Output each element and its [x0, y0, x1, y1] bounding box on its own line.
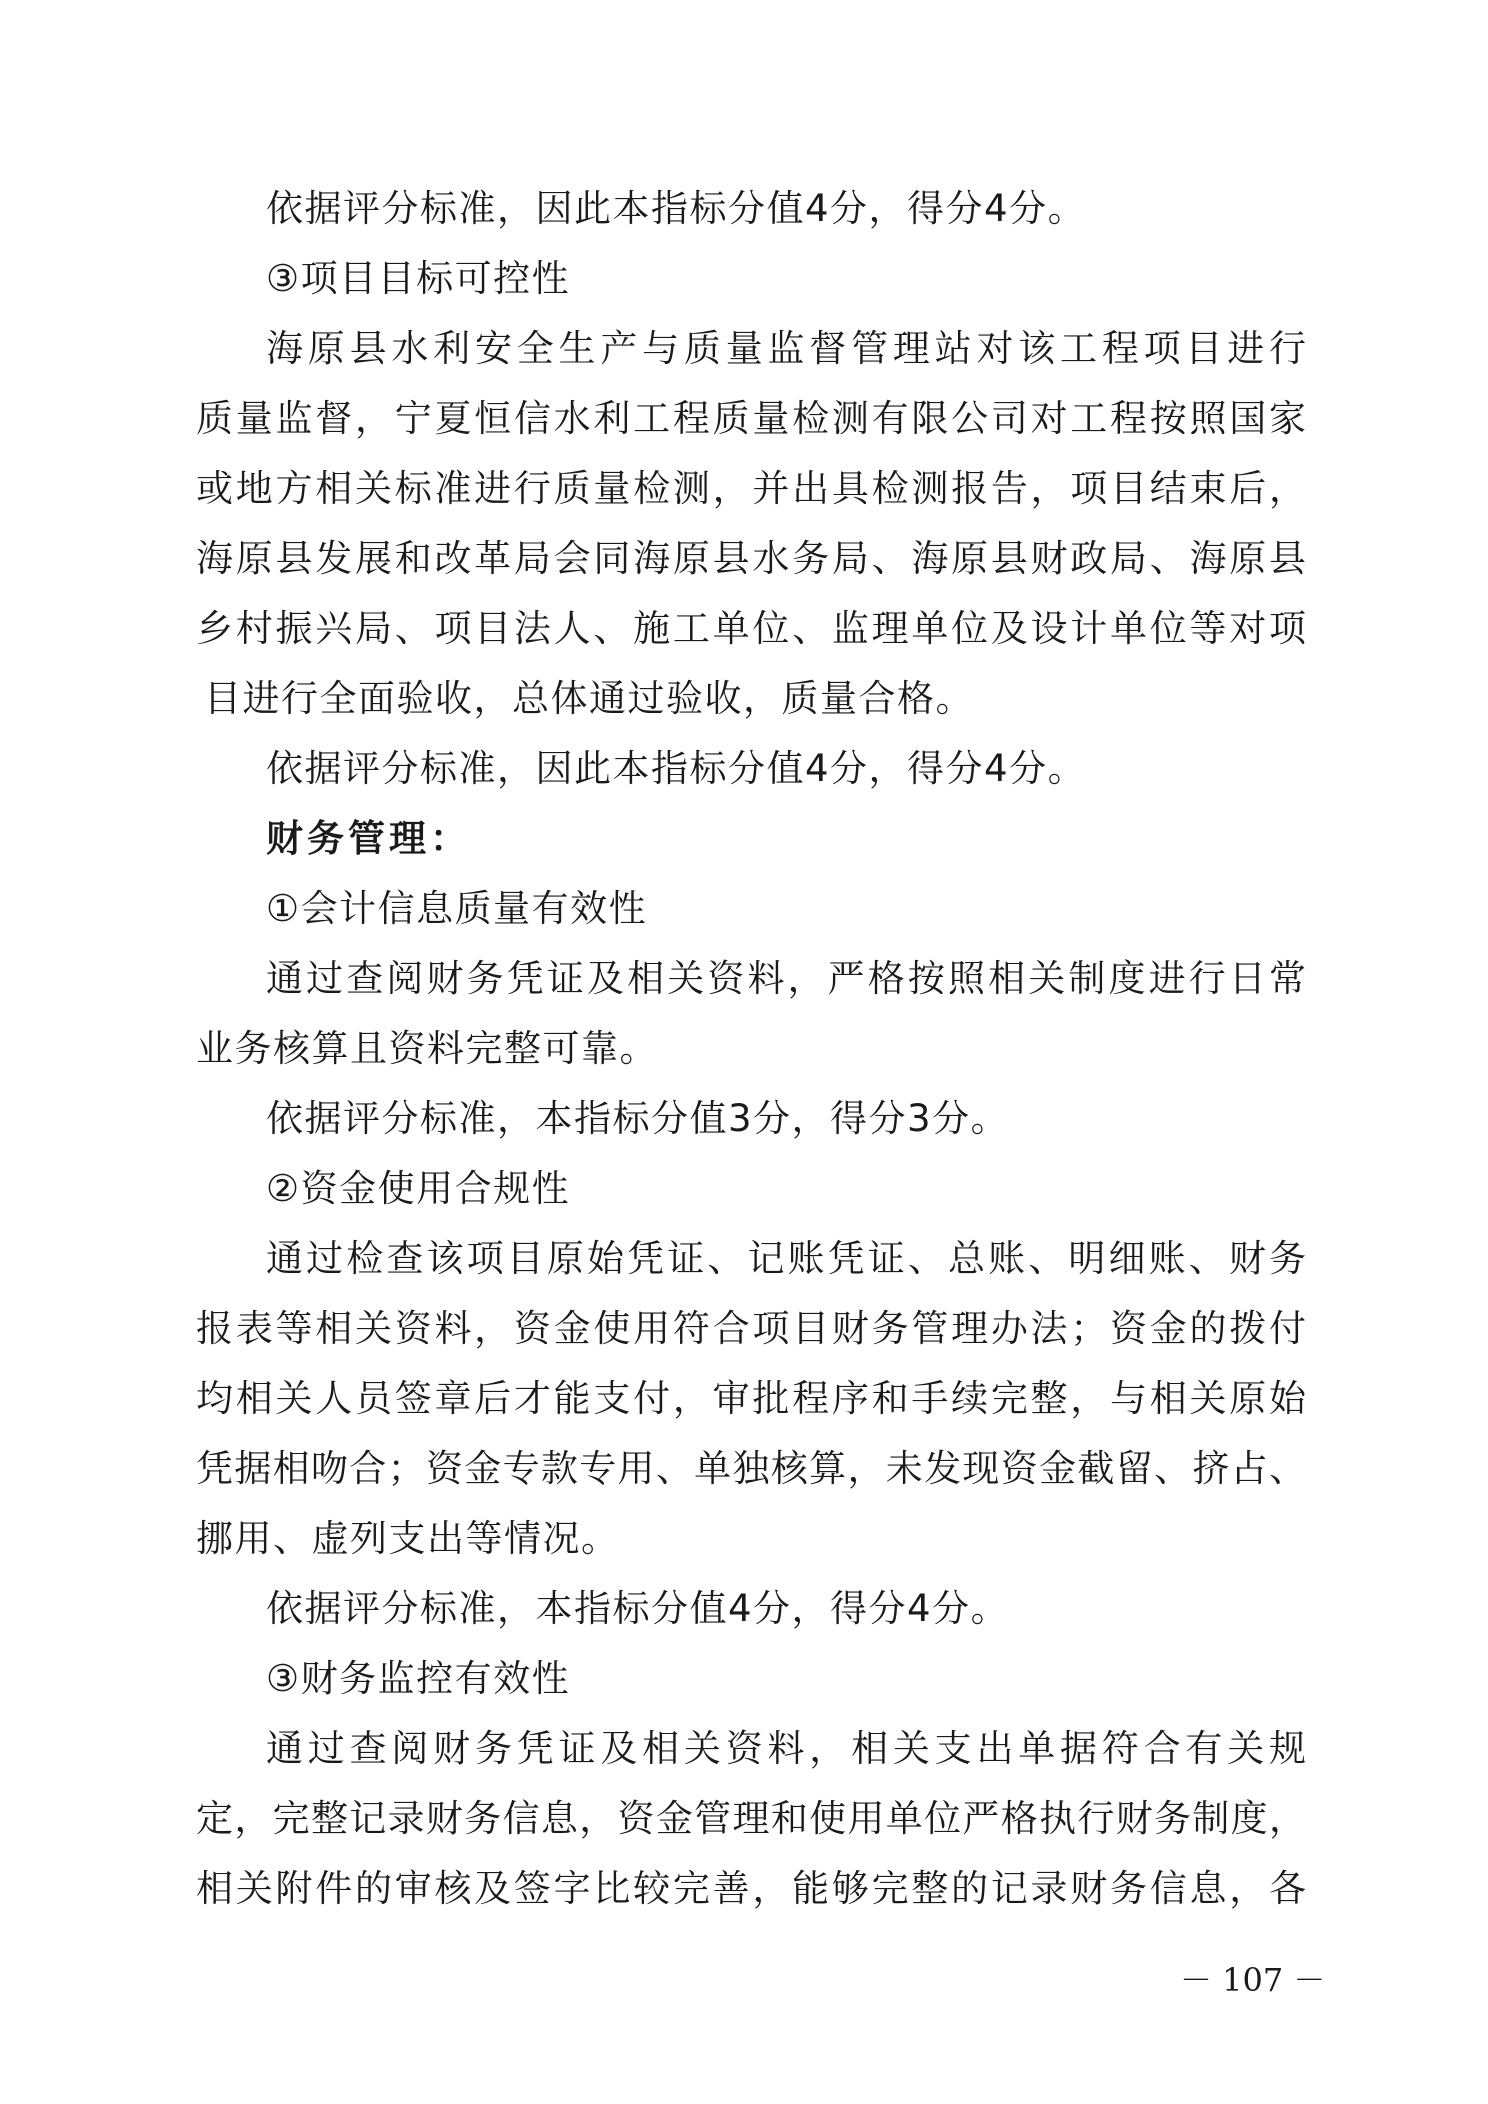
section-heading-target-controllability: ③项目目标可控性 — [266, 257, 571, 300]
paragraph-line: 业务核算且资料完整可靠。 — [196, 1027, 658, 1070]
section-heading-financial-management: 财务管理： — [266, 817, 471, 860]
paragraph-line: 凭据相吻合；资金专款专用、单独核算，未发现资金截留、挤占、 — [196, 1447, 1306, 1490]
paragraph-line: 通过查阅财务凭证及相关资料，相关支出单据符合有关规 — [266, 1727, 1306, 1770]
paragraph-line: 海原县发展和改革局会同海原县水务局、海原县财政局、海原县 — [196, 537, 1306, 580]
score-line-3: 依据评分标准，本指标分值3分，得分3分。 — [266, 1097, 1010, 1140]
paragraph-line: 通过查阅财务凭证及相关资料，严格按照相关制度进行日常 — [266, 957, 1306, 1000]
paragraph-line: 海原县水利安全生产与质量监督管理站对该工程项目进行 — [266, 327, 1306, 370]
paragraph-line: 或地方相关标准进行质量检测，并出具检测报告，项目结束后， — [196, 467, 1306, 510]
paragraph-line: 质量监督，宁夏恒信水利工程质量检测有限公司对工程按照国家 — [196, 397, 1306, 440]
paragraph-line: 目进行全面验收，总体通过验收，质量合格。 — [204, 677, 974, 720]
paragraph-line: 乡村振兴局、项目法人、施工单位、监理单位及设计单位等对项 — [196, 607, 1306, 650]
section-heading-financial-monitoring: ③财务监控有效性 — [266, 1657, 571, 1700]
score-line-1: 依据评分标准，因此本指标分值4分，得分4分。 — [266, 187, 1087, 230]
score-line-2: 依据评分标准，因此本指标分值4分，得分4分。 — [266, 747, 1087, 790]
section-heading-fund-compliance: ②资金使用合规性 — [266, 1167, 571, 1210]
paragraph-line: 报表等相关资料，资金使用符合项目财务管理办法；资金的拨付 — [196, 1307, 1306, 1350]
paragraph-line: 相关附件的审核及签字比较完善，能够完整的记录财务信息，各 — [196, 1867, 1306, 1910]
section-heading-accounting-quality: ①会计信息质量有效性 — [266, 887, 648, 930]
paragraph-line: 通过检查该项目原始凭证、记账凭证、总账、明细账、财务 — [266, 1237, 1306, 1280]
paragraph-line: 定，完整记录财务信息，资金管理和使用单位严格执行财务制度， — [196, 1797, 1306, 1840]
paragraph-line: 均相关人员签章后才能支付，审批程序和手续完整，与相关原始 — [196, 1377, 1306, 1420]
score-line-4: 依据评分标准，本指标分值4分，得分4分。 — [266, 1587, 1010, 1630]
paragraph-line: 挪用、虚列支出等情况。 — [196, 1517, 620, 1560]
page-number: － 107 － — [1180, 1961, 1326, 1999]
